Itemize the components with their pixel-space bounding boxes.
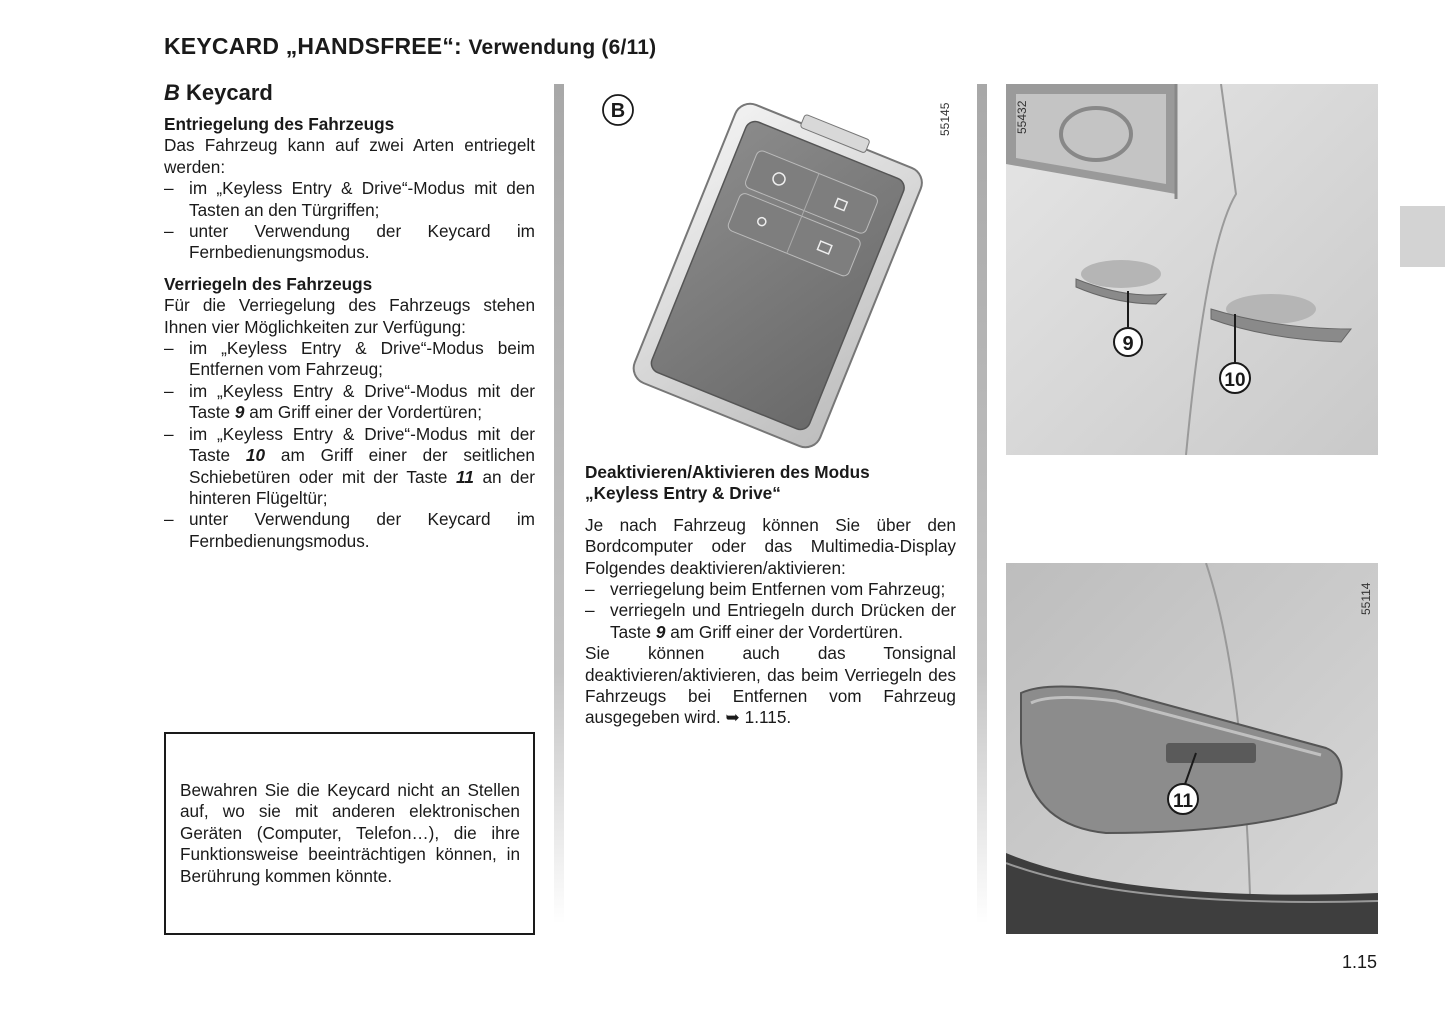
mode-intro: Je nach Fahrzeug können Sie über den Bordcomputer oder das Multimedia-Display Folgendes deaktivieren/aktivieren: <box>585 514 956 578</box>
section-title-text: Keycard <box>186 80 273 105</box>
figure-code: 55145 <box>938 102 952 136</box>
mode-heading: Deaktivieren/Aktivieren des Modus „Keyless Entry & Drive“ <box>585 462 870 504</box>
column-separator <box>977 84 987 924</box>
list-item: – unter Verwendung der Keycard im Fernbedienungsmodus. <box>164 221 535 264</box>
page-number: 1.15 <box>1342 952 1378 972</box>
button-number: 9 <box>234 402 245 423</box>
mode-list <box>585 579 956 643</box>
list-item: – im „Keyless Entry & Drive“-Modus beim Entfernen vom Fahrzeug; <box>164 338 535 381</box>
button-number: 9 <box>655 621 666 642</box>
title-sub: Verwendung (6/11) <box>468 36 657 59</box>
figure-code: 55432 <box>1015 100 1029 134</box>
figure-badge: B <box>610 100 626 122</box>
unlock-list <box>164 178 535 264</box>
left-column <box>164 80 535 552</box>
title-main: KEYCARD „HANDSFREE“: <box>164 33 469 59</box>
page-title <box>164 33 656 60</box>
mode-outro: Sie können auch das Tonsignal deaktivieren/aktivieren, das beim Verriegeln des Fahrzeugs bei Entfernen vom Fahrzeug ausgegeben wird. ➥ 1.115. <box>585 643 956 728</box>
section-title <box>164 80 535 106</box>
list-item: – im „Keyless Entry & Drive“-Modus mit der Taste 9 am Griff einer der Vordertüren; <box>164 381 535 424</box>
callout-label: 10 <box>1224 370 1246 391</box>
button-number: 11 <box>456 466 474 487</box>
note-box <box>164 732 535 935</box>
callout-label: 9 <box>1122 333 1134 355</box>
list-item: – im „Keyless Entry & Drive“-Modus mit der Taste 10 am Griff einer der seitlichen Schiebetüren oder mit der Taste 11 an der hinteren Flügeltür; <box>164 424 535 510</box>
lock-intro: Für die Verriegelung des Fahrzeugs stehen Ihnen vier Möglichkeiten zur Verfügung: <box>164 295 535 337</box>
keycard-figure <box>585 84 957 454</box>
doors-figure <box>1006 84 1378 455</box>
unlock-heading: Entriegelung des Fahrzeugs <box>164 114 395 134</box>
column-separator <box>554 84 564 924</box>
figure-code: 55114 <box>1359 582 1373 615</box>
callout-label: 11 <box>1172 791 1194 812</box>
note-text: Bewahren Sie die Keycard nicht an Stellen auf, wo sie mit anderen elektronischen Geräten (Computer, Telefon…), die ihre Funktionsweise beeinträchtigen können, in Berührung kommen könnte. <box>180 780 520 886</box>
middle-column <box>585 462 956 729</box>
list-item: – verriegeln und Entriegeln durch Drücken der Taste 9 am Griff einer der Vordertüren. <box>585 600 956 643</box>
lock-heading: Verriegeln des Fahrzeugs <box>164 273 373 294</box>
chapter-tab <box>1400 206 1445 267</box>
button-number: 10 <box>245 445 266 466</box>
lock-list <box>164 338 535 552</box>
section-letter: B <box>164 80 180 105</box>
unlock-intro: Das Fahrzeug kann auf zwei Arten entriegelt werden: <box>164 135 535 177</box>
list-item: – unter Verwendung der Keycard im Fernbedienungsmodus. <box>164 509 535 552</box>
list-item: – im „Keyless Entry & Drive“-Modus mit den Tasten an den Türgriffen; <box>164 178 535 221</box>
list-item: – verriegelung beim Entfernen vom Fahrzeug; <box>585 579 956 600</box>
tailgate-figure <box>1006 563 1378 934</box>
